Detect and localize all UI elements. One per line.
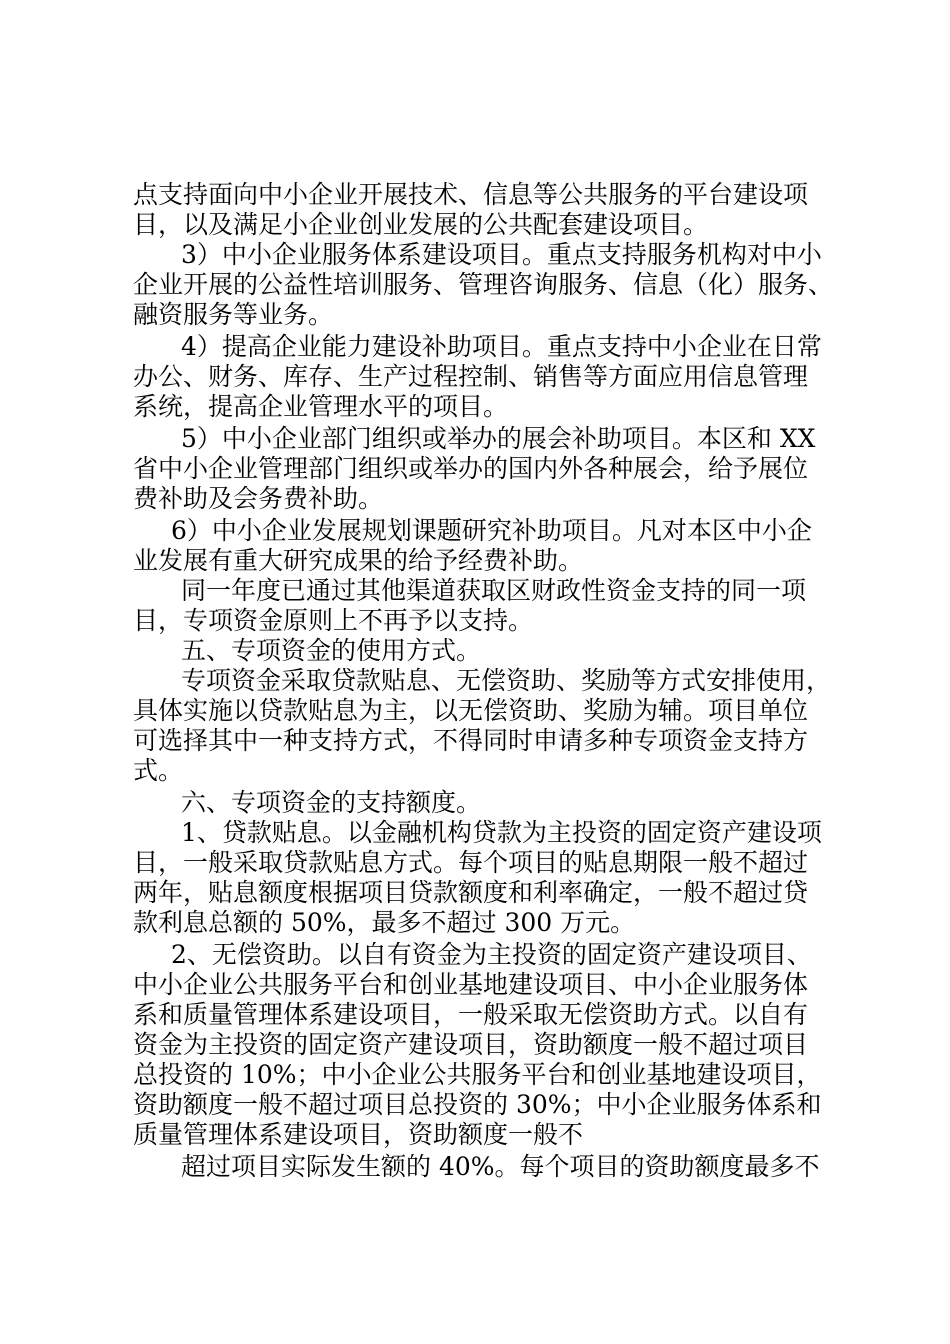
text-line-17: 专项资金采取贷款贴息、无偿资助、奖励等方式安排使用， [181,666,832,695]
text-line-22: 1、贷款贴息。以金融机构贷款为主投资的固定资产建设项 [181,818,822,847]
text-line-28: 系和质量管理体系建设项目，一般采取无偿资助方式。以自有 [133,1000,809,1029]
text-line-31: 资助额度一般不超过项目总投资的 30%；中小企业服务体系和 [133,1090,822,1119]
text-line-18: 具体实施以贷款贴息为主，以无偿资助、奖励为辅。项目单位 [133,696,809,725]
text-line-5: 融资服务等业务。 [133,300,334,329]
text-line-15: 目，专项资金原则上不再予以支持。 [133,606,534,635]
text-line-30: 总投资的 10%；中小企业公共服务平台和创业基地建设项目， [133,1060,822,1089]
text-line-23: 目，一般采取贷款贴息方式。每个项目的贴息期限一般不超过 [133,848,809,877]
text-line-32: 质量管理体系建设项目，资助额度一般不 [133,1120,584,1149]
text-line-7: 办公、财务、库存、生产过程控制、销售等方面应用信息管理 [133,362,809,391]
text-line-1: 点支持面向中小企业开展技术、信息等公共服务的平台建设项 [133,180,809,209]
text-line-13: 业发展有重大研究成果的给予经费补助。 [133,546,584,575]
text-line-26: 2、无偿资助。以自有资金为主投资的固定资产建设项目、 [171,940,812,969]
text-line-12: 6）中小企业发展规划课题研究补助项目。凡对本区中小企 [171,516,812,545]
text-line-20: 式。 [133,756,184,785]
text-line-9: 5）中小企业部门组织或举办的展会补助项目。本区和 XX [181,424,816,453]
text-line-8: 系统，提高企业管理水平的项目。 [133,392,509,421]
text-line-11: 费补助及会务费补助。 [133,484,384,513]
text-line-16: 五、专项资金的使用方式。 [181,636,482,665]
text-line-24: 两年，贴息额度根据项目贷款额度和利率确定，一般不超过贷 [133,878,809,907]
text-line-10: 省中小企业管理部门组织或举办的国内外各种展会，给予展位 [133,454,809,483]
text-line-6: 4）提高企业能力建设补助项目。重点支持中小企业在日常 [181,332,822,361]
text-line-2: 目，以及满足小企业创业发展的公共配套建设项目。 [133,210,709,239]
text-line-14: 同一年度已通过其他渠道获取区财政性资金支持的同一项 [181,576,807,605]
text-line-27: 中小企业公共服务平台和创业基地建设项目、中小企业服务体 [133,970,809,999]
text-line-33: 超过项目实际发生额的 40%。每个项目的资助额度最多不 [181,1152,820,1181]
text-line-3: 3）中小企业服务体系建设项目。重点支持服务机构对中小 [181,240,822,269]
text-line-4: 企业开展的公益性培训服务、管理咨询服务、信息（化）服务、 [133,270,834,299]
text-line-21: 六、专项资金的支持额度。 [181,788,482,817]
text-line-29: 资金为主投资的固定资产建设项目，资助额度一般不超过项目 [133,1030,809,1059]
text-line-19: 可选择其中一种支持方式，不得同时申请多种专项资金支持方 [133,726,809,755]
text-line-25: 款利息总额的 50%，最多不超过 300 万元。 [133,908,636,937]
